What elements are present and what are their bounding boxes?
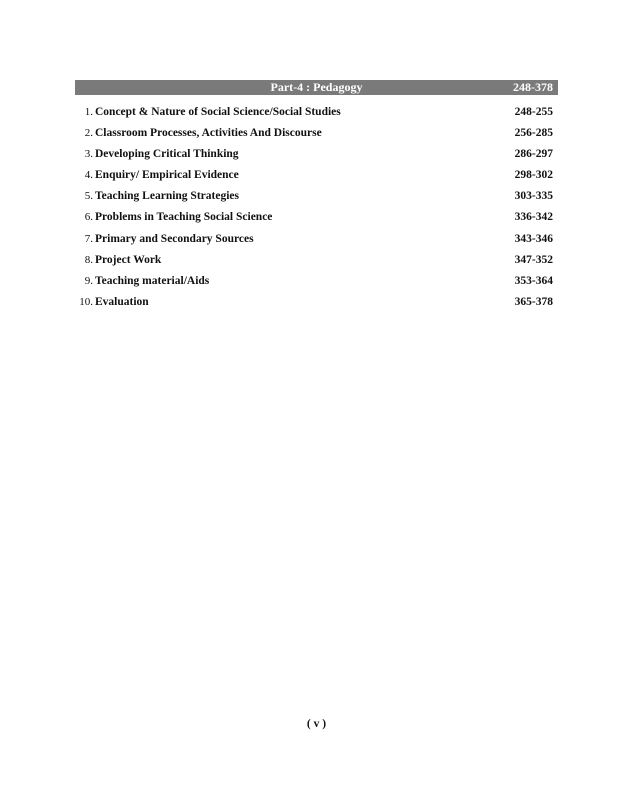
toc-title: Teaching Learning Strategies [95, 190, 239, 203]
toc-title: Developing Critical Thinking [95, 148, 239, 161]
toc-number: 7. [84, 232, 93, 245]
toc-title: Problems in Teaching Social Science [95, 211, 273, 224]
toc-page-range: 347-352 [514, 253, 553, 266]
toc-title: Project Work [95, 253, 162, 266]
toc-title: Enquiry/ Empirical Evidence [95, 169, 239, 182]
toc-title: Evaluation [95, 295, 149, 308]
toc-page-range: 256-285 [514, 127, 553, 140]
toc-number: 4. [84, 169, 93, 182]
toc-row [75, 231, 558, 252]
toc-number: 8. [84, 253, 93, 266]
toc-row [75, 273, 558, 294]
toc-row [75, 294, 558, 315]
toc-page-range: 336-342 [514, 211, 553, 224]
toc-page-range: 353-364 [514, 274, 553, 287]
toc-number: 10. [79, 295, 93, 308]
toc-row [75, 209, 558, 230]
toc-number: 6. [84, 211, 93, 224]
toc-row [75, 167, 558, 188]
toc-number: 3. [84, 148, 93, 161]
toc-number: 1. [84, 106, 93, 118]
toc-title: Classroom Processes, Activities And Discourse [95, 127, 322, 140]
toc-number: 9. [84, 274, 93, 287]
toc-number: 5. [84, 190, 93, 203]
page-number: ( v ) [306, 718, 327, 730]
toc-title: Teaching material/Aids [95, 274, 210, 287]
toc-row [75, 252, 558, 273]
toc-page-range: 343-346 [514, 232, 553, 245]
toc-title: Primary and Secondary Sources [95, 232, 254, 245]
toc-page-range: 365-378 [514, 295, 553, 308]
toc-page-range: 248-255 [514, 106, 553, 118]
toc-row [75, 188, 558, 209]
part-title: Part-4 : Pedagogy [270, 80, 363, 94]
toc-row [75, 146, 558, 167]
toc-number: 2. [84, 127, 93, 140]
toc-row [75, 125, 558, 146]
toc-page-range: 298-302 [514, 169, 553, 182]
part-header-bar [75, 80, 558, 95]
toc-page-range: 303-335 [514, 190, 553, 203]
toc-title: Concept & Nature of Social Science/Social Studies [95, 106, 341, 118]
part-page-range: 248-378 [513, 80, 553, 94]
table-of-contents [75, 104, 558, 315]
toc-page-range: 286-297 [514, 148, 553, 161]
toc-row [75, 104, 558, 125]
